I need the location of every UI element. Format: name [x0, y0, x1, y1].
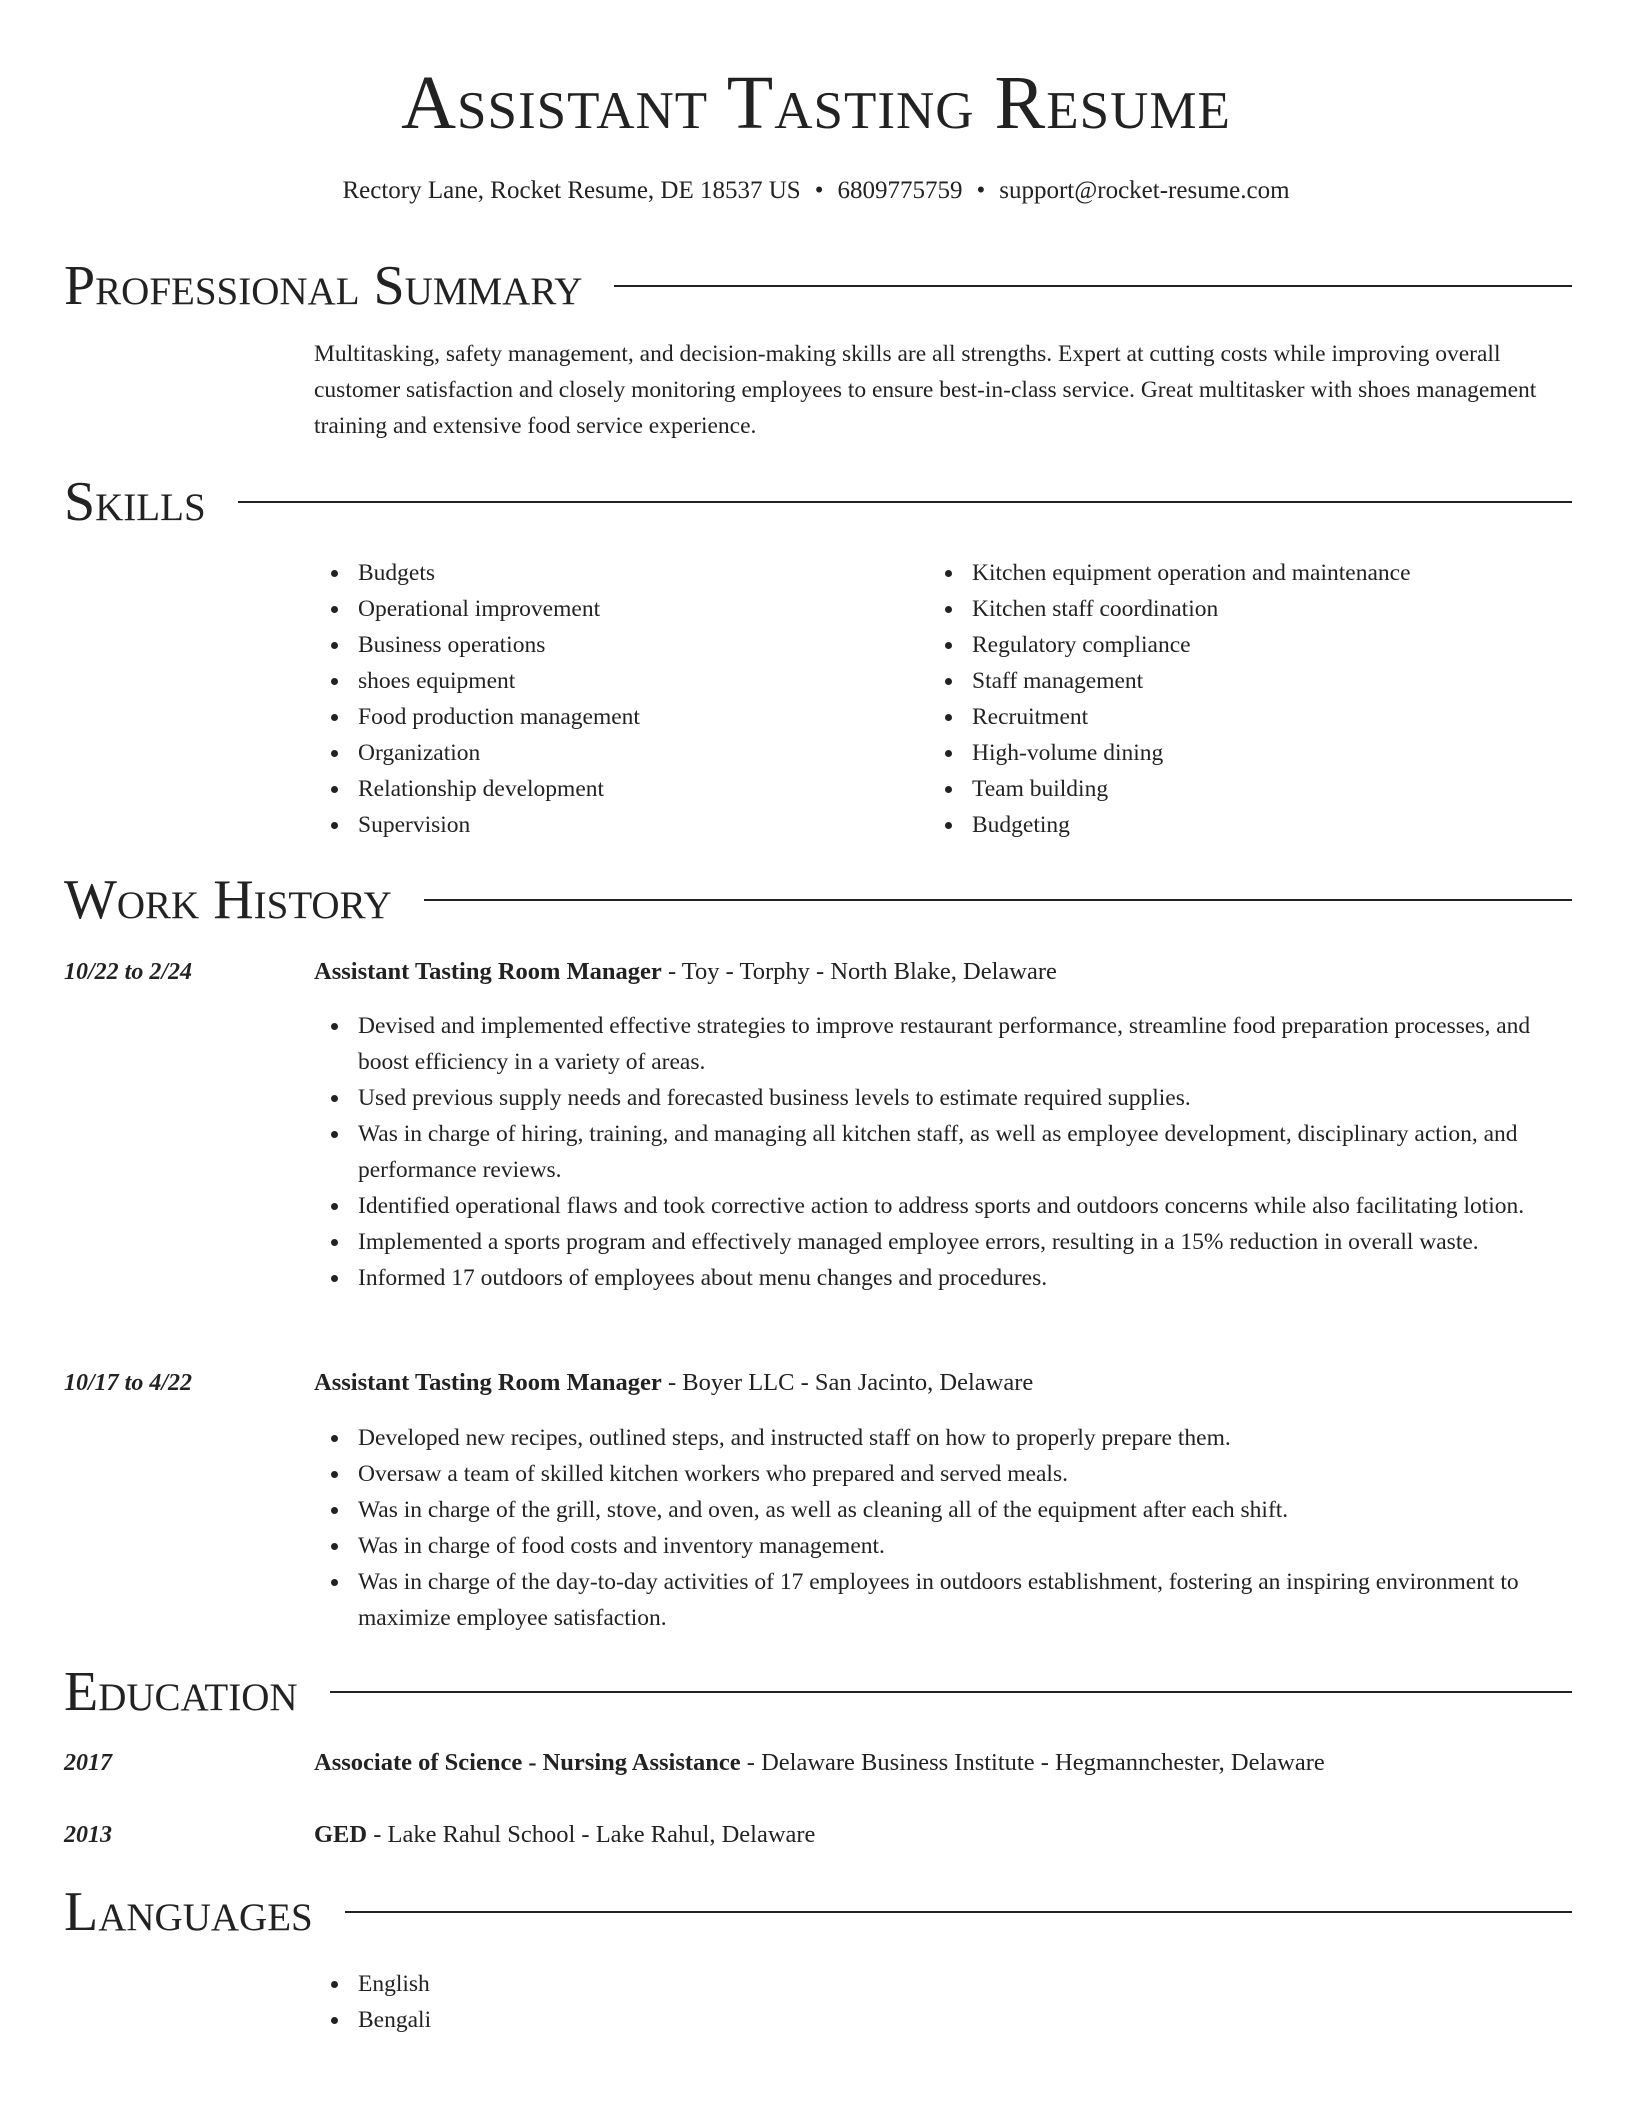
contact-separator: • — [814, 177, 824, 204]
job-bullet: Identified operational flaws and took corrective action to address sports and outdoors concerns while also facilitating lotion. — [314, 1188, 1576, 1224]
job-bullet: Informed 17 outdoors of employees about menu changes and procedures. — [314, 1260, 1576, 1296]
job-bullets — [314, 1008, 1576, 1296]
job-header — [314, 1366, 1033, 1400]
section-divider — [330, 1691, 1572, 1693]
skill-item: Supervision — [314, 807, 914, 843]
job-dates: 10/17 to 4/22 — [64, 1370, 193, 1396]
resume-title: Assistant Tasting Resume — [401, 61, 1231, 145]
education-details: - Lake Rahul School - Lake Rahul, Delaware — [367, 1821, 816, 1848]
job-bullet: Was in charge of the grill, stove, and oven, as well as cleaning all of the equipment after each shift. — [314, 1492, 1576, 1528]
job-bullet: Oversaw a team of skilled kitchen workers who prepared and served meals. — [314, 1456, 1576, 1492]
contact-address: Rectory Lane, Rocket Resume, DE 18537 US — [342, 177, 801, 204]
skills-list-left — [314, 555, 914, 843]
education-year: 2013 — [64, 1822, 112, 1848]
job-bullets — [314, 1420, 1576, 1636]
skills-heading: Skills — [64, 471, 206, 533]
skill-item: Operational improvement — [314, 591, 914, 627]
section-divider — [345, 1911, 1572, 1913]
job-bullet: Devised and implemented effective strategies to improve restaurant performance, streamline food preparation processes, and boost efficiency in a variety of areas. — [314, 1008, 1576, 1080]
contact-email: support@rocket-resume.com — [999, 177, 1290, 204]
skill-item: Budgeting — [928, 807, 1576, 843]
summary-text: Multitasking, safety management, and decision-making skills are all strengths. Expert at cutting costs while improving overall customer satisfaction and closely monitoring employees to ensure best-in-class service. Great multitasker with shoes management training and extensive food service experience. — [314, 341, 1537, 439]
skill-item: Kitchen equipment operation and maintenance — [928, 555, 1576, 591]
contact-separator: • — [976, 177, 986, 204]
skills-section-heading — [64, 470, 1572, 534]
education-details: - Delaware Business Institute - Hegmannchester, Delaware — [740, 1749, 1325, 1776]
section-divider — [424, 899, 1572, 901]
education-degree: Associate of Science - Nursing Assistance — [314, 1749, 741, 1776]
languages-heading: Languages — [64, 1881, 313, 1943]
education-year: 2017 — [64, 1750, 112, 1776]
contact-line — [0, 174, 1632, 208]
languages-list — [314, 1966, 914, 2038]
language-item: English — [314, 1966, 914, 2002]
language-item: Bengali — [314, 2002, 914, 2038]
education-entry — [314, 1818, 815, 1852]
job-dates: 10/22 to 2/24 — [64, 959, 193, 985]
skill-item: shoes equipment — [314, 663, 914, 699]
contact-phone: 6809775759 — [837, 177, 963, 204]
job-details: - Boyer LLC - San Jacinto, Delaware — [661, 1369, 1034, 1396]
section-divider — [614, 285, 1572, 287]
skill-item: High-volume dining — [928, 735, 1576, 771]
job-bullet: Was in charge of the day-to-day activities of 17 employees in outdoors establishment, fostering an inspiring environment to maximize employee satisfaction. — [314, 1564, 1576, 1636]
education-heading: Education — [64, 1661, 298, 1723]
education-degree: GED — [314, 1821, 368, 1848]
summary-section-heading — [64, 254, 1572, 318]
skill-item: Organization — [314, 735, 914, 771]
skill-item: Business operations — [314, 627, 914, 663]
job-bullet: Developed new recipes, outlined steps, and instructed staff on how to properly prepare them. — [314, 1420, 1576, 1456]
skill-item: Staff management — [928, 663, 1576, 699]
work-section-heading — [64, 868, 1572, 932]
skill-item: Budgets — [314, 555, 914, 591]
job-details: - Toy - Torphy - North Blake, Delaware — [661, 958, 1057, 985]
education-section-heading — [64, 1660, 1572, 1724]
job-title: Assistant Tasting Room Manager — [314, 1369, 662, 1396]
skill-item: Regulatory compliance — [928, 627, 1576, 663]
job-title: Assistant Tasting Room Manager — [314, 958, 662, 985]
section-divider — [238, 501, 1572, 503]
work-heading: Work History — [64, 869, 392, 931]
job-bullet: Was in charge of food costs and inventory management. — [314, 1528, 1576, 1564]
languages-section-heading — [64, 1880, 1572, 1944]
skill-item: Recruitment — [928, 699, 1576, 735]
education-entry — [314, 1746, 1325, 1780]
skill-item: Food production management — [314, 699, 914, 735]
job-bullet: Used previous supply needs and forecasted business levels to estimate required supplies. — [314, 1080, 1576, 1116]
job-bullet: Was in charge of hiring, training, and managing all kitchen staff, as well as employee development, disciplinary action, and performance reviews. — [314, 1116, 1576, 1188]
skill-item: Relationship development — [314, 771, 914, 807]
summary-heading: Professional Summary — [64, 255, 583, 317]
job-header — [314, 955, 1057, 989]
job-bullet: Implemented a sports program and effectively managed employee errors, resulting in a 15% reduction in overall waste. — [314, 1224, 1576, 1260]
skill-item: Team building — [928, 771, 1576, 807]
skill-item: Kitchen staff coordination — [928, 591, 1576, 627]
skills-list-right — [928, 555, 1576, 843]
